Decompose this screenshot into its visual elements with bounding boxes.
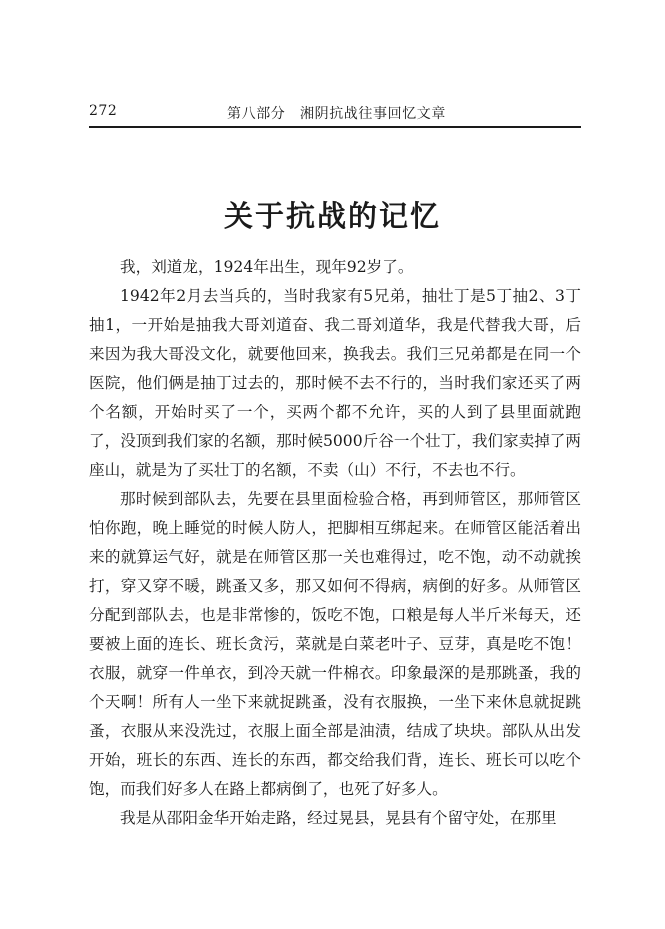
paragraph: 我，刘道龙，1924年出生，现年92岁了。 xyxy=(120,258,414,276)
running-header xyxy=(89,103,581,125)
header-rule xyxy=(89,126,581,128)
paragraph: 1942年2月去当兵的，当时我家有5兄弟，抽壮丁是5丁抽2、3丁抽1，一开始是抽我大哥刘道奋、我二哥刘道华，我是代替我大哥，后来因为我大哥没文化，就要他回来，换我去。我们三兄弟都是在同一个医院，他们俩是抽丁过去的，那时候不去不行的，当时我们家还买了两个名额，开始时买了一个，买两个都不允许，买的人到了县里面就跑了，没顶到我们家的名额，那时候5000斤谷一个壮丁，我们家卖掉了两座山，就是为了买壮丁的名额，不卖（山）不行，不去也不行。 xyxy=(89,287,581,479)
article-body xyxy=(89,253,581,833)
page-number: 272 xyxy=(89,103,118,119)
article-title: 关于抗战的记忆 xyxy=(223,199,441,233)
paragraph: 那时候到部队去，先要在县里面检验合格，再到师管区，那师管区怕你跑，晚上睡觉的时候人防人，把脚相互绑起来。在师管区能活着出来的就算运气好，就是在师管区那一关也难得过，吃不饱，动不动就挨打，穿又穿不暖，跳蚤又多，那又如何不得病，病倒的好多。从师管区分配到部队去，也是非常惨的，饭吃不饱，口粮是每人半斤米每天，还要被上面的连长、班长贪污，菜就是白菜老叶子、豆芽，真是吃不饱！衣服，就穿一件单衣，到冷天就一件棉衣。印象最深的是那跳蚤，我的个天啊！所有人一坐下来就捉跳蚤，没有衣服换，一坐下来休息就捉跳蚤，衣服从来没洗过，衣服上面全部是油渍，结成了块块。部队从出发开始，班长的东西、连长的东西，都交给我们背，连长、班长可以吃个饱，而我们好多人在路上都病倒了，也死了好多人。 xyxy=(89,490,581,798)
section-title: 第八部分 湘阴抗战往事回忆文章 xyxy=(227,106,446,122)
paragraph: 我是从邵阳金华开始走路，经过晃县，晃县有个留守处，在那里 xyxy=(120,809,557,827)
